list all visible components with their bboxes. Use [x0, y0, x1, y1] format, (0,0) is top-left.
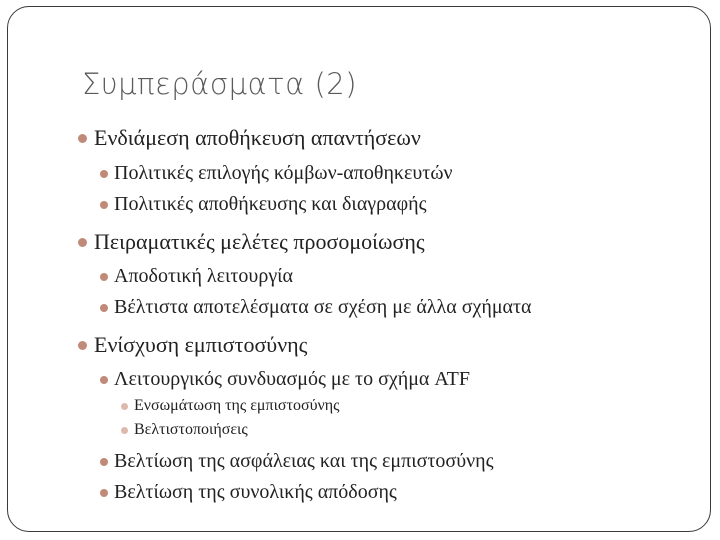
bullet-item [78, 229, 425, 255]
bullet-icon [78, 341, 87, 350]
bullet-icon [100, 376, 108, 384]
bullet-text: Βέλτιστα αποτελέσματα σε σχέση με άλλα σχήματα [114, 296, 532, 318]
sub-sub-bullet-item [121, 397, 339, 415]
bullet-icon [121, 427, 128, 434]
sub-bullet-item [100, 162, 453, 185]
bullet-icon [100, 489, 108, 497]
bullet-text: Ενίσχυση εμπιστοσύνης [94, 332, 308, 357]
bullet-icon [100, 273, 108, 281]
bullet-text: Αποδοτική λειτουργία [114, 265, 294, 287]
bullet-text: Βελτίωση της συνολικής απόδοσης [114, 481, 397, 503]
bullet-item [78, 125, 421, 151]
bullet-text: Πειραματικές μελέτες προσομοίωσης [94, 229, 425, 254]
slide-title: Συμπεράσματα (2) [82, 67, 358, 101]
bullet-icon [78, 238, 87, 247]
sub-bullet-item [100, 368, 470, 391]
bullet-text: Λειτουργικός συνδυασμός με το σχήμα ATF [114, 368, 470, 390]
sub-bullet-item [100, 481, 397, 504]
sub-bullet-item [100, 193, 427, 216]
bullet-icon [100, 458, 108, 466]
sub-bullet-item [100, 296, 532, 319]
bullet-icon [100, 201, 108, 209]
bullet-text: Βελτίωση της ασφάλειας και της εμπιστοσύνης [114, 450, 494, 472]
bullet-icon [100, 170, 108, 178]
bullet-item [78, 332, 307, 358]
sub-sub-bullet-item [121, 421, 248, 439]
bullet-text: Βελτιστοποιήσεις [134, 421, 248, 438]
sub-bullet-item [100, 265, 293, 288]
slide [7, 6, 711, 532]
bullet-icon [121, 403, 128, 410]
bullet-icon [78, 134, 87, 143]
bullet-text: Πολιτικές αποθήκευσης και διαγραφής [114, 193, 427, 215]
bullet-icon [100, 304, 108, 312]
bullet-text: Ενσωμάτωση της εμπιστοσύνης [134, 397, 340, 414]
bullet-text: Πολιτικές επιλογής κόμβων-αποθηκευτών [114, 162, 453, 184]
bullet-text: Ενδιάμεση αποθήκευση απαντήσεων [94, 125, 421, 150]
sub-bullet-item [100, 450, 494, 473]
